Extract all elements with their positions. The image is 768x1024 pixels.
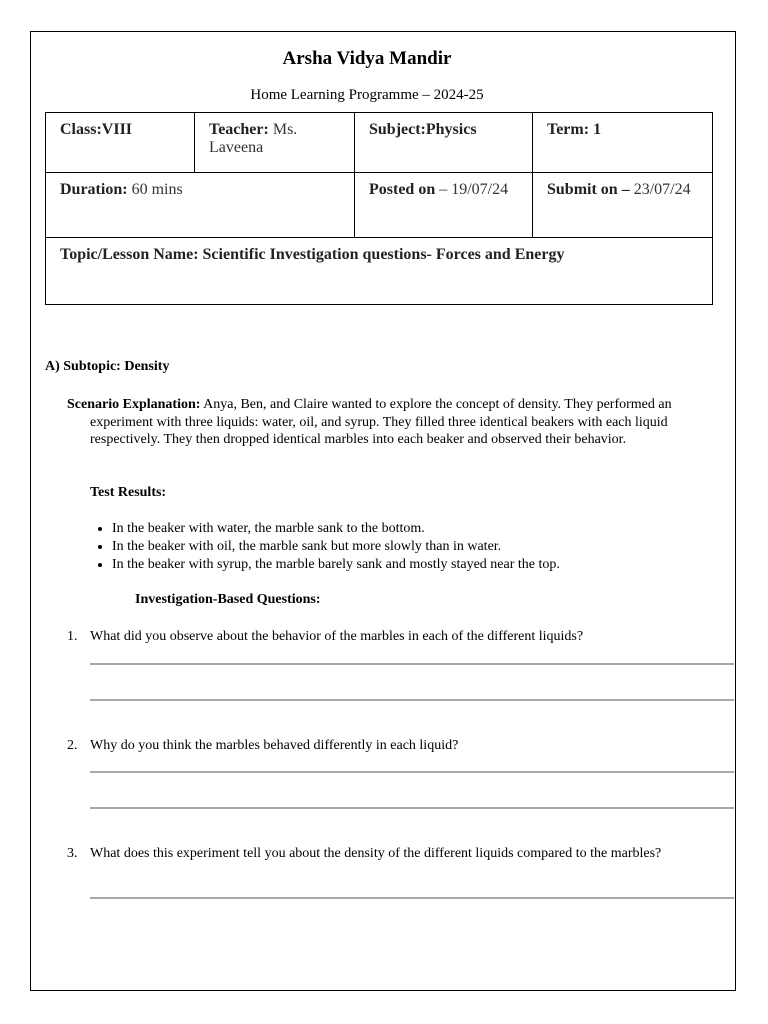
submit-value: 23/07/24 <box>629 181 691 198</box>
questions-heading: Investigation-Based Questions: <box>135 592 321 607</box>
question-number: 1. <box>67 629 78 644</box>
school-name: Arsha Vidya Mandir <box>282 48 452 69</box>
list-item: • In the beaker with oil, the marble sank but more slowly than in water. <box>112 538 712 556</box>
question-number: 2. <box>67 738 78 753</box>
subtopic-heading: A) Subtopic: Density <box>45 359 170 374</box>
answer-line[interactable] <box>90 699 734 701</box>
subject-label: Subject:Physics <box>369 121 477 138</box>
info-row-2 <box>46 173 713 238</box>
answer-line[interactable] <box>90 663 734 665</box>
term-label: Term: 1 <box>547 121 602 138</box>
answer-line[interactable] <box>90 807 734 809</box>
subject-cell <box>355 113 533 173</box>
question-number: 3. <box>67 846 78 861</box>
question-text: What did you observe about the behavior of the marbles in each of the different liquids? <box>90 629 584 644</box>
topic-label: Topic/Lesson Name: Scientific Investigation questions- Forces and Energy <box>60 246 565 263</box>
posted-label: Posted on <box>369 181 436 198</box>
posted-cell <box>355 173 533 238</box>
scenario-label: Scenario Explanation: <box>67 397 201 412</box>
submit-cell <box>533 173 713 238</box>
topic-cell <box>46 238 713 305</box>
info-table <box>45 112 713 305</box>
posted-value: – 19/07/24 <box>435 181 509 198</box>
scenario-text: Anya, Ben, and Claire wanted to explore the concept of density. They performed an experiment with three liquids: water, oil, and syrup. They filled three identical beakers with each liquid respectively. They then dropped identical marbles into each beaker and observed their behavior. <box>90 397 672 447</box>
scenario-paragraph <box>67 396 702 449</box>
duration-cell <box>46 173 355 238</box>
teacher-label: Teacher: <box>209 121 269 138</box>
list-item: • In the beaker with syrup, the marble barely sank and mostly stayed near the top. <box>112 556 712 574</box>
teacher-value: Ms. Laveena <box>209 121 298 156</box>
duration-value: 60 mins <box>127 181 183 198</box>
class-label: Class:VIII <box>60 121 133 138</box>
teacher-cell <box>195 113 355 173</box>
class-cell <box>46 113 195 173</box>
test-results-heading: Test Results: <box>90 485 167 500</box>
test-results-list <box>90 520 712 574</box>
answer-line[interactable] <box>90 897 734 899</box>
submit-label: Submit on – <box>547 181 630 198</box>
question-text: What does this experiment tell you about the density of the different liquids compared to the marbles? <box>90 846 662 861</box>
info-row-3 <box>46 238 713 305</box>
list-item: • In the beaker with water, the marble sank to the bottom. <box>112 520 712 538</box>
term-cell <box>533 113 713 173</box>
answer-line[interactable] <box>90 771 734 773</box>
info-row-1 <box>46 113 713 173</box>
question-text: Why do you think the marbles behaved differently in each liquid? <box>90 738 459 753</box>
duration-label: Duration: <box>60 181 128 198</box>
programme-title: Home Learning Programme – 2024-25 <box>250 87 484 103</box>
